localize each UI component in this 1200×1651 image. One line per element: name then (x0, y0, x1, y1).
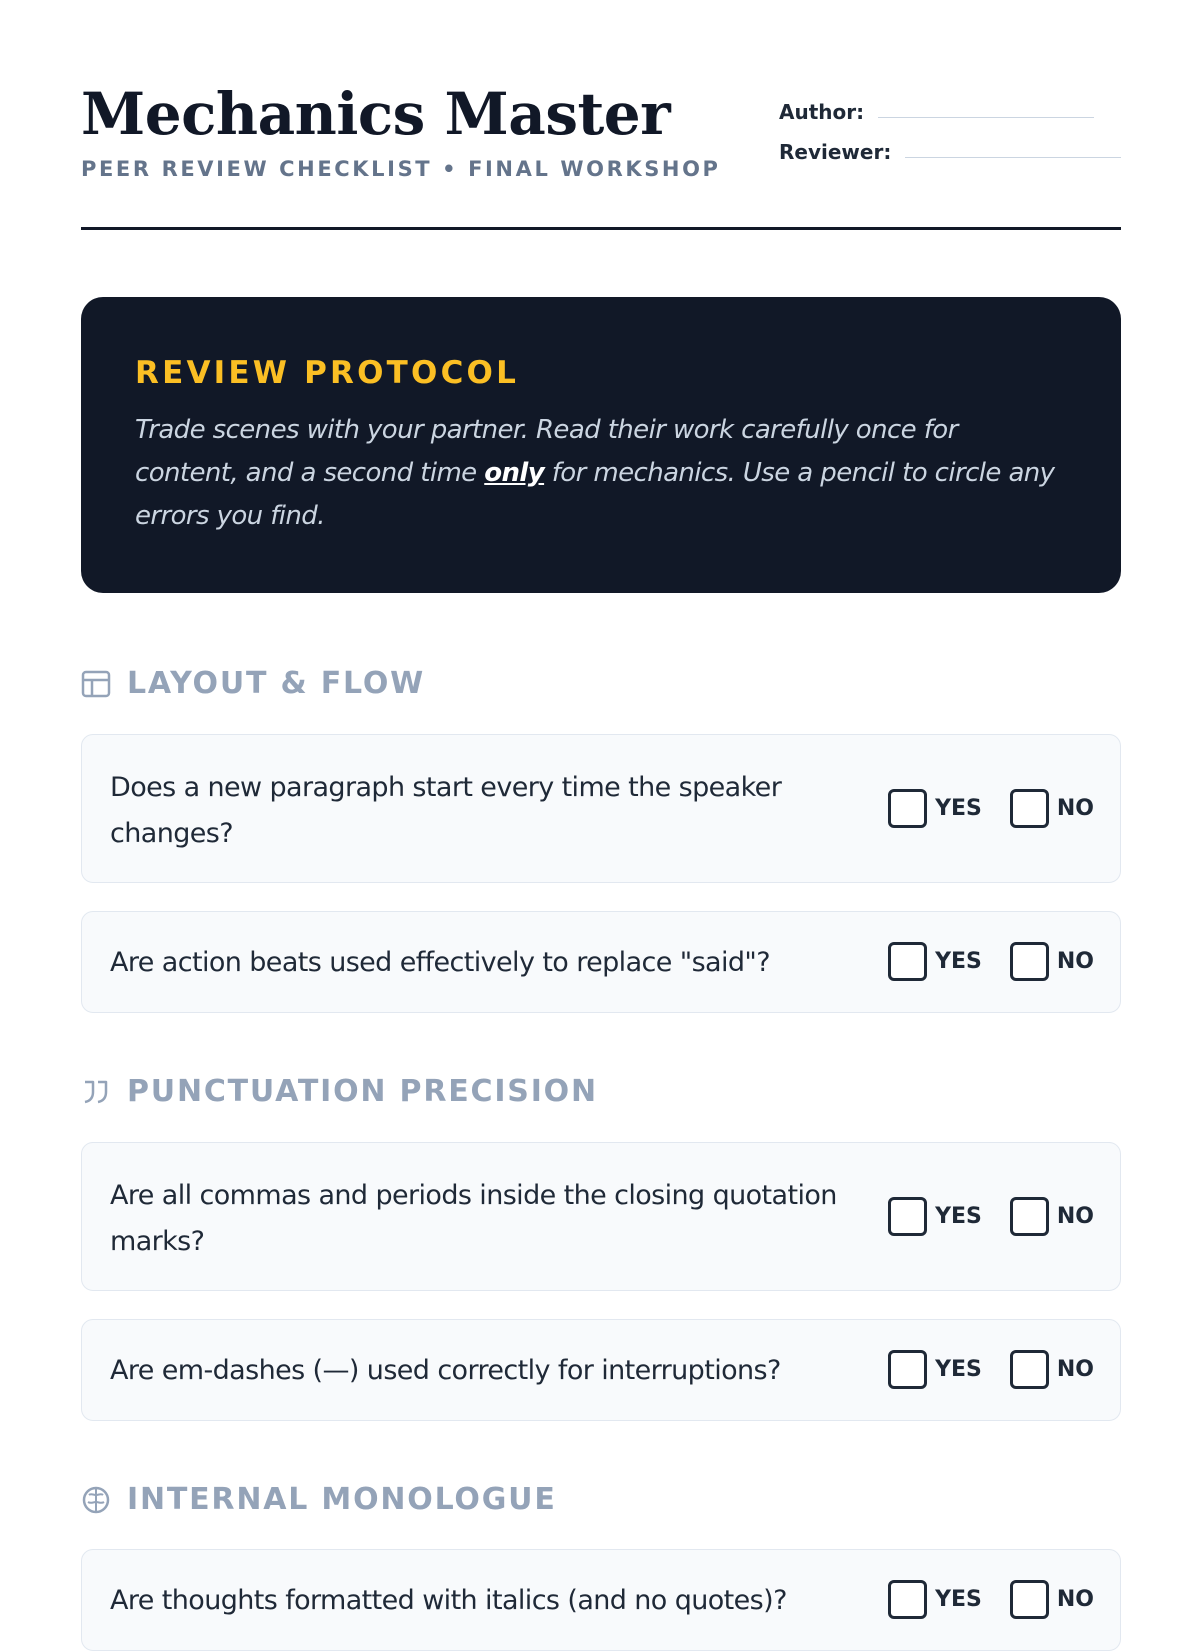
question-text: Does a new paragraph start every time the speaker changes? (110, 772, 782, 849)
no-checkbox[interactable] (1010, 942, 1094, 981)
reviewer-label: Reviewer: (779, 140, 892, 164)
no-label: NO (1056, 1357, 1094, 1382)
checkbox-square[interactable] (888, 1350, 927, 1389)
checklist-item (81, 1319, 1121, 1421)
yes-no-choices (888, 1580, 1094, 1619)
yes-label: YES (935, 1587, 982, 1612)
no-checkbox[interactable] (1010, 1580, 1094, 1619)
checklist-item (81, 734, 1121, 883)
checklist-item (81, 1142, 1121, 1291)
checkbox-square[interactable] (888, 789, 927, 828)
yes-checkbox[interactable] (888, 789, 982, 828)
section-title: PUNCTUATION PRECISION (127, 1074, 598, 1109)
section-title: LAYOUT & FLOW (127, 666, 426, 701)
checkbox-square[interactable] (1010, 1350, 1049, 1389)
author-label: Author: (779, 100, 865, 124)
review-protocol-box (81, 297, 1121, 593)
meta-fields (779, 84, 1121, 164)
yes-checkbox[interactable] (888, 942, 982, 981)
checkbox-square[interactable] (1010, 942, 1049, 981)
checkbox-square[interactable] (888, 1580, 927, 1619)
no-label: NO (1056, 949, 1094, 974)
reviewer-input-line[interactable] (905, 157, 1121, 158)
question-text: Are action beats used effectively to replace "said"? (110, 947, 770, 978)
yes-no-choices (888, 789, 1094, 828)
header (81, 0, 1121, 230)
checkbox-square[interactable] (1010, 789, 1049, 828)
yes-label: YES (935, 1357, 982, 1382)
no-label: NO (1056, 1204, 1094, 1229)
checklist-item (81, 911, 1121, 1013)
question-text: Are thoughts formatted with italics (and no quotes)? (110, 1585, 787, 1616)
question-text: Are all commas and periods inside the closing quotation marks? (110, 1180, 837, 1257)
no-label: NO (1056, 796, 1094, 821)
no-checkbox[interactable] (1010, 1197, 1094, 1236)
checkbox-square[interactable] (888, 942, 927, 981)
question-text: Are em-dashes (—) used correctly for interruptions? (110, 1355, 781, 1386)
yes-label: YES (935, 796, 982, 821)
yes-no-choices (888, 942, 1094, 981)
yes-checkbox[interactable] (888, 1197, 982, 1236)
no-checkbox[interactable] (1010, 789, 1094, 828)
checkbox-square[interactable] (1010, 1580, 1049, 1619)
reviewer-field (779, 124, 1121, 164)
section-heading-punctuation (81, 1074, 598, 1109)
section-title: INTERNAL MONOLOGUE (127, 1482, 557, 1517)
protocol-text (135, 409, 1067, 538)
yes-no-choices (888, 1197, 1094, 1236)
page-subtitle: PEER REVIEW CHECKLIST • FINAL WORKSHOP (81, 157, 721, 181)
quote-icon (81, 1077, 111, 1107)
brain-icon (81, 1485, 111, 1515)
section-heading-layout-flow (81, 666, 425, 701)
protocol-text-emphasis: only (484, 458, 545, 488)
protocol-title: REVIEW PROTOCOL (135, 355, 520, 391)
protocol-text-after: for mechanics. Use a pencil to circle any errors you find. (135, 458, 1055, 531)
yes-checkbox[interactable] (888, 1350, 982, 1389)
layout-icon (81, 669, 111, 699)
no-label: NO (1056, 1587, 1094, 1612)
yes-checkbox[interactable] (888, 1580, 982, 1619)
yes-no-choices (888, 1350, 1094, 1389)
checklist-item (81, 1549, 1121, 1651)
worksheet-page (81, 0, 1121, 1616)
author-input-line[interactable] (878, 117, 1094, 118)
page-title: Mechanics Master (81, 80, 671, 148)
protocol-text-before: Trade scenes with your partner. Read their work carefully once for content, and a second time (135, 415, 958, 488)
no-checkbox[interactable] (1010, 1350, 1094, 1389)
author-field (779, 84, 1121, 124)
yes-label: YES (935, 949, 982, 974)
checkbox-square[interactable] (888, 1197, 927, 1236)
yes-label: YES (935, 1204, 982, 1229)
checkbox-square[interactable] (1010, 1197, 1049, 1236)
section-heading-internal-monologue (81, 1482, 557, 1517)
